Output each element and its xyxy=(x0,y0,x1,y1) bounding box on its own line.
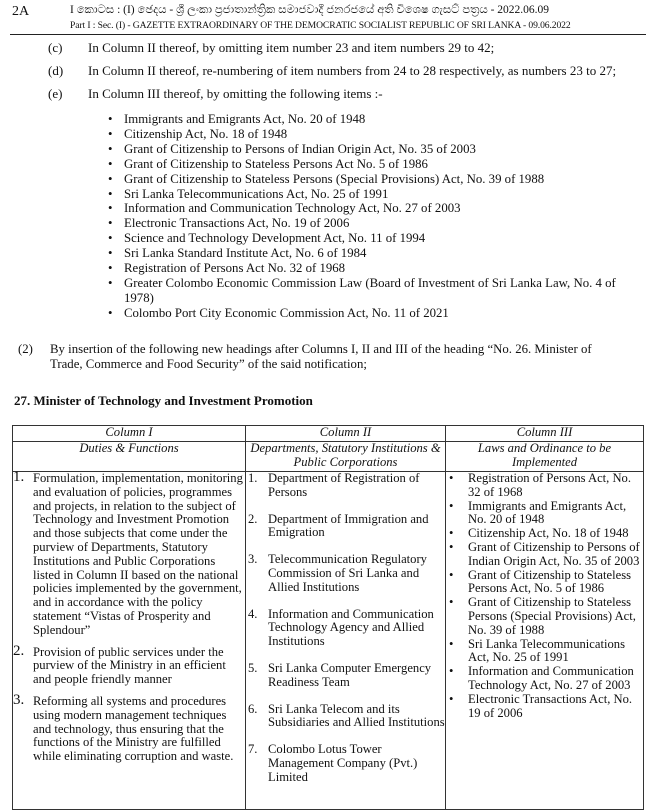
law-item: • Grant of Citizenship to Stateless Persons (Special Provisions) Act, No. 39 of 1988 xyxy=(449,595,636,637)
list-item: • Colombo Port City Economic Commission Act, No. 11 of 2021 xyxy=(108,305,449,320)
header-rule xyxy=(10,34,646,35)
list-item: • Registration of Persons Act No. 32 of 1968 xyxy=(108,261,346,276)
institution-item: 3. Telecommunication Regulatory Commission of Sri Lanka and Allied Institutions xyxy=(248,552,427,594)
law-item: • Registration of Persons Act, No. 32 of 1968 xyxy=(449,471,632,499)
list-item: • Information and Communication Technology Act, No. 27 of 2003 xyxy=(108,201,461,216)
law-item: • Electronic Transactions Act, No. 19 of 2006 xyxy=(449,691,633,720)
bullet-icon: • xyxy=(108,112,113,126)
bullet-icon: • xyxy=(449,539,454,554)
list-item: • Grant of Citizenship to Stateless Persons (Special Provisions) Act, No. 39 of 1988 xyxy=(108,171,545,186)
bullet-icon: • xyxy=(449,664,454,679)
duty-item: 3. Reforming all systems and procedures using modern management techniques and technology, thus ensuring that the functions of the Ministry are fulfilled while eliminating corruption and waste. xyxy=(13,691,234,764)
bullet-icon: • xyxy=(449,526,454,541)
law-item: • Grant of Citizenship to Stateless Persons Act, No. 5 of 1986 xyxy=(449,567,631,596)
law-item: • Immigrants and Emigrants Act, No. 20 of 1948 xyxy=(449,498,627,527)
institution-item: 5. Sri Lanka Computer Emergency Readiness Team xyxy=(248,660,432,689)
bullet-icon: • xyxy=(108,246,113,261)
law-item: • Grant of Citizenship to Persons of Indian Origin Act, No. 35 of 2003 xyxy=(449,539,640,568)
institution-item: 4. Information and Communication Technology Agency and Allied Institutions xyxy=(248,606,434,649)
list-item: • Electronic Transactions Act, No. 19 of 2006 xyxy=(108,216,350,231)
ministry-table xyxy=(12,425,644,810)
bullet-icon: • xyxy=(108,275,113,290)
institution-item: 6. Sri Lanka Telecom and its Subsidiaries and Allied Institutions xyxy=(248,701,445,730)
bullet-icon: • xyxy=(449,471,454,485)
institution-item: 7. Colombo Lotus Tower Management Company (Pvt.) Limited xyxy=(248,742,418,784)
bullet-icon: • xyxy=(108,201,113,216)
laws-cell xyxy=(446,472,644,810)
bullet-icon: • xyxy=(108,156,113,171)
section-title: 27. Minister of Technology and Investment Promotion xyxy=(14,393,313,408)
paragraph-text: By insertion of the following new headings after Columns I, II and III of the heading “No. 26. Minister of Trade, Commerce and Food Security” of the said notification; xyxy=(50,342,592,371)
bullet-icon: • xyxy=(449,636,454,651)
law-item: • Citizenship Act, No. 18 of 1948 xyxy=(449,526,629,541)
bullet-icon: • xyxy=(108,261,113,276)
bullet-icon: • xyxy=(108,186,113,201)
column-1-subtitle: Duties & Functions xyxy=(13,442,246,472)
column-2-subtitle: Departments, Statutory Institutions & Public Corporations xyxy=(246,442,446,472)
bullet-icon: • xyxy=(108,216,113,231)
duty-item: 1. Formulation, implementation, monitoring and evaluation of policies, programmes and projects, in relation to the subject of Technology and Investment Promotion and those subjects that come under the purview of Departments, Statutory Institutions and Public Corporations listed in Column II based on the national policies implemented by the government, and in accordance with the policy statement “Vistas of Prosperity and Splendour” xyxy=(13,469,243,637)
bullet-icon: • xyxy=(108,141,113,156)
list-item: • Immigrants and Emigrants Act, No. 20 of 1948 xyxy=(108,112,366,126)
duty-item: 2. Provision of public services under the purview of the Ministry in an efficient and people friendly manner xyxy=(13,642,226,687)
bullet-icon: • xyxy=(449,691,454,706)
duties-cell xyxy=(13,469,246,810)
column-1-title: Column I xyxy=(13,426,246,442)
institution-item: 1. Department of Registration of Persons xyxy=(248,471,420,499)
list-item: • Sri Lanka Standard Institute Act, No. 6 of 1984 xyxy=(108,246,367,261)
bullet-icon: • xyxy=(108,171,113,186)
amendment-text: In Column III thereof, by omitting the following items :- xyxy=(88,86,383,101)
header-sinhala-line: I කොටස : (I) ඡෙදය - ශ්‍රී ලංකා ප්‍රජාතාන්ත්‍රික සමාජවාදී ජනරජයේ අති විශෙෂ ගැසට් පත්‍රය - 2022.06.09 xyxy=(70,4,550,16)
amendment-label: (d) xyxy=(48,63,64,78)
list-item: • Grant of Citizenship to Stateless Persons Act No. 5 of 1986 xyxy=(108,156,428,171)
amendment-label: (c) xyxy=(48,40,63,55)
amendment-text: In Column II thereof, re-numbering of item numbers from 24 to 28 respectively, as numbers 23 to 27; xyxy=(88,63,617,78)
bullet-icon: • xyxy=(108,126,113,141)
bullet-icon: • xyxy=(108,231,113,246)
bullet-icon: • xyxy=(449,567,454,582)
bullet-icon: • xyxy=(108,305,113,320)
list-item: • Citizenship Act, No. 18 of 1948 xyxy=(108,126,288,141)
header-english-line: Part I : Sec. (I) - GAZETTE EXTRAORDINARY OF THE DEMOCRATIC SOCIALIST REPUBLIC OF SRI LANKA - 09.06.2022 xyxy=(70,20,571,31)
list-item: • Sri Lanka Telecommunications Act, No. 25 of 1991 xyxy=(108,186,389,201)
list-item: • Science and Technology Development Act, No. 11 of 1994 xyxy=(108,231,426,246)
institution-item: 2. Department of Immigration and Emigration xyxy=(248,511,429,540)
column-2-title: Column II xyxy=(246,426,446,442)
bullet-icon: • xyxy=(449,595,454,610)
bullet-icon: • xyxy=(449,498,454,513)
amendment-text: In Column II thereof, by omitting item number 23 and item numbers 29 to 42; xyxy=(88,40,495,55)
column-3-subtitle: Laws and Ordinance to be Implemented xyxy=(446,442,644,472)
paragraph-label: (2) xyxy=(18,342,33,356)
list-item: • Greater Colombo Economic Commission Law (Board of Investment of Sri Lanka Law, No. 4 of 1978) xyxy=(108,275,616,305)
law-item: • Sri Lanka Telecommunications Act, No. 25 of 1991 xyxy=(449,636,625,665)
list-item: • Grant of Citizenship to Persons of Indian Origin Act, No. 35 of 2003 xyxy=(108,141,476,156)
law-item: • Information and Communication Technology Act, No. 27 of 2003 xyxy=(449,664,634,692)
page-number: 2A xyxy=(12,4,30,19)
column-3-title: Column III xyxy=(446,426,644,442)
omitted-items-list xyxy=(106,112,626,321)
amendment-label: (e) xyxy=(48,86,63,101)
institutions-cell xyxy=(246,472,446,810)
